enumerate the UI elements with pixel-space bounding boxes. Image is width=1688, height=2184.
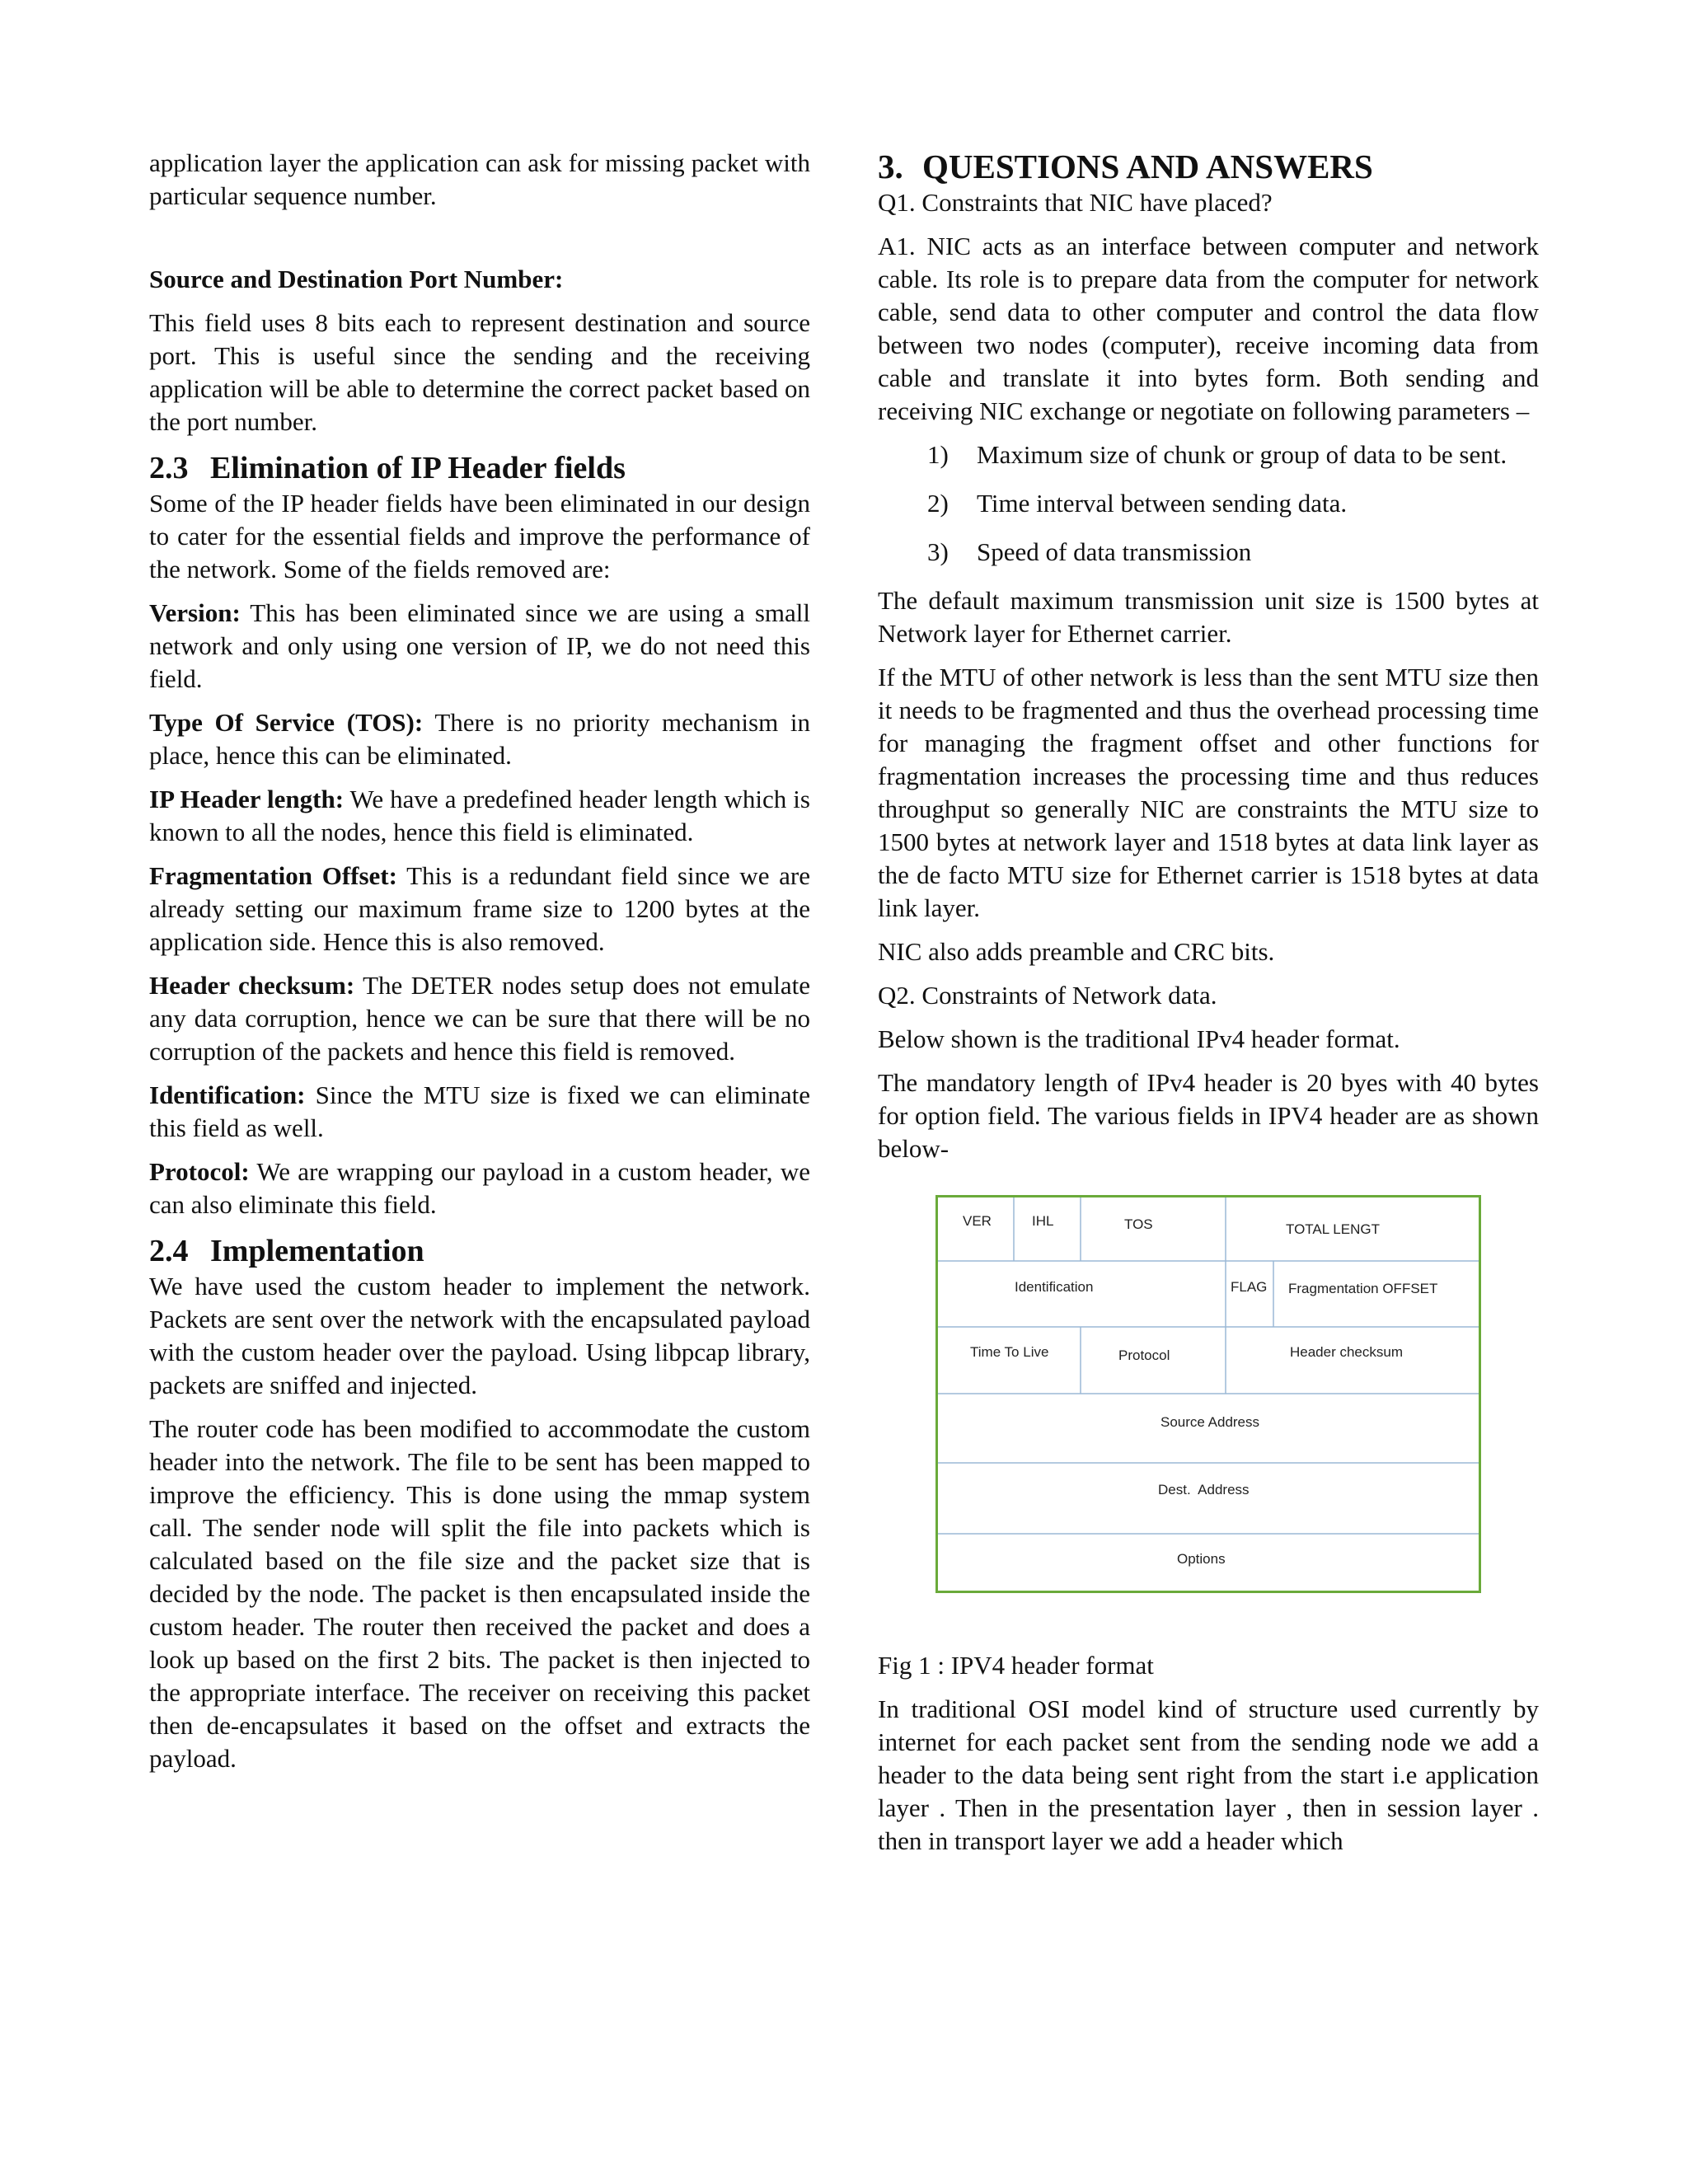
cell-options: Options [1177, 1551, 1226, 1567]
cell-ihl: IHL [1032, 1213, 1054, 1229]
implementation-paragraph-2: The router code has been modified to accommodate the custom header into the network. The file to be sent has been mapped to improve the efficiency. This is done using the mmap system call. The sender node will split the file into packets which is calculated based on the file size and the packet size that is decided by the node. The packet is then encapsulated inside the custom header. The router then received the packet and does a look up based on the first 2 bits. The packet is then injected to the appropriate interface. The receiver on receiving this packet then de-encapsulates it based on the offset and extracts the payload. [149, 1414, 810, 1773]
ipv4-intro-paragraph: Below shown is the traditional IPv4 header format. [878, 1024, 1400, 1053]
ipv4-header-grid [935, 1195, 1481, 1593]
cell-dest-address: Dest. Address [1158, 1482, 1250, 1497]
mtu-fragmentation-paragraph: If the MTU of other network is less than the sent MTU size then it needs to be fragmented and thus the overhead processing time for managing the fragment offset and other functions for fragmentation increases the processing time and thus reduces throughput so generally NIC are constraints the MTU size to 1500 bytes at network layer and 1518 bytes at data link layer as the de facto MTU size for Ethernet carrier is 1518 bytes at data link layer. [878, 663, 1539, 922]
field-fragmentation-offset [149, 860, 810, 958]
field-version [149, 597, 810, 696]
cell-flag: FLAG [1231, 1279, 1268, 1295]
section-number: 2.4 [149, 1234, 189, 1268]
question-1: Q1. Constraints that NIC have placed? [878, 188, 1273, 217]
implementation-paragraph-1: We have used the custom header to implement the network. Packets are sent over the network with the encapsulated payload with the custom header over the payload. Using libpcap library, packets are sniffed and injected. [149, 1272, 810, 1399]
field-header-checksum [149, 969, 810, 1068]
section-3-heading [878, 147, 1539, 186]
section-2-4-heading [149, 1232, 810, 1270]
osi-paragraph: In traditional OSI model kind of structure used currently by internet for each packet sent from the sending node we add a header to the data being sent right from the start i.e application layer . Then in the presentation layer , then in session layer . then in transport layer we add a header which [878, 1694, 1539, 1855]
question-2: Q2. Constraints of Network data. [878, 981, 1217, 1010]
list-text: Maximum size of chunk or group of data to be sent. [977, 440, 1507, 469]
field-label: Fragmentation Offset: [149, 861, 397, 890]
field-text: We are wrapping our payload in a custom header, we can also eliminate this field. [149, 1157, 810, 1219]
right-column [878, 147, 1539, 1868]
list-text: Speed of data transmission [977, 537, 1252, 566]
ipv4-mandatory-paragraph: The mandatory length of IPv4 header is 20 byes with 40 bytes for option field. The various fields in IPV4 header are as shown below- [878, 1068, 1539, 1163]
field-text: There is no priority mechanism in place, hence this can be eliminated. [149, 708, 810, 770]
list-number: 2) [927, 489, 949, 518]
list-number: 1) [927, 440, 949, 469]
field-protocol [149, 1155, 810, 1221]
section-number: 2.3 [149, 451, 189, 485]
section-2-3-heading [149, 449, 810, 487]
nic-parameters-list [878, 438, 1539, 569]
cell-time-to-live: Time To Live [970, 1344, 1049, 1360]
elimination-paragraph: Some of the IP header fields have been eliminated in our design to cater for the essential fields and improve the performance of the network. Some of the fields removed are: [149, 489, 810, 583]
field-label: Header checksum: [149, 971, 355, 1000]
field-label: Protocol: [149, 1157, 250, 1186]
cell-ver: VER [963, 1213, 992, 1229]
port-number-heading: Source and Destination Port Number: [149, 265, 564, 293]
list-number: 3) [927, 537, 949, 566]
field-text: We have a predefined header length which is known to all the nodes, hence this field is eliminated. [149, 785, 810, 846]
cell-total-length: TOTAL LENGT [1286, 1221, 1380, 1237]
list-item [878, 536, 1539, 569]
figure-caption: Fig 1 : IPV4 header format [878, 1651, 1154, 1680]
section-number: 3. [878, 148, 903, 185]
cell-tos: TOS [1124, 1216, 1153, 1232]
cell-source-address: Source Address [1160, 1414, 1260, 1430]
field-label: Type Of Service (TOS): [149, 708, 424, 737]
cell-header-checksum: Header checksum [1290, 1344, 1404, 1360]
field-text: Since the MTU size is fixed we can eliminate this field as well. [149, 1080, 810, 1142]
answer-1: A1. NIC acts as an interface between computer and network cable. Its role is to prepare data from the computer for network cable, send data to other computer and control the data flow between two nodes (computer), receive incoming data from cable and translate it into bytes form. Both sending and receiving NIC exchange or negotiate on following parameters – [878, 232, 1539, 425]
field-text: This is a redundant field since we are already setting our maximum frame size to 1200 bytes at the application side. Hence this is also removed. [149, 861, 810, 956]
field-text: The DETER nodes setup does not emulate any data corruption, hence we can be sure that there will be no corruption of the packets and hence this field is removed. [149, 971, 810, 1066]
section-title: Implementation [210, 1234, 424, 1268]
list-item [878, 438, 1539, 471]
port-number-paragraph: This field uses 8 bits each to represent destination and source port. This is useful since the sending and the receiving application will be able to determine the correct packet based on the port number. [149, 308, 810, 436]
mtu-default-paragraph: The default maximum transmission unit size is 1500 bytes at Network layer for Ethernet carrier. [878, 586, 1539, 648]
section-title: Elimination of IP Header fields [210, 451, 626, 485]
field-ip-header-length [149, 783, 810, 849]
cell-identification: Identification [1015, 1279, 1094, 1295]
list-item [878, 487, 1539, 520]
section-title: QUESTIONS AND ANSWERS [922, 148, 1373, 185]
field-label: IP Header length: [149, 785, 345, 813]
left-column [149, 147, 810, 1786]
cell-protocol: Protocol [1118, 1347, 1170, 1363]
field-text: This has been eliminated since we are using a small network and only using one version of IP, we do not need this field. [149, 598, 810, 693]
intro-paragraph: application layer the application can ask for missing packet with particular sequence number. [149, 148, 810, 210]
field-label: Identification: [149, 1080, 306, 1109]
list-text: Time interval between sending data. [977, 489, 1348, 518]
ipv4-header-figure [935, 1195, 1481, 1593]
field-label: Version: [149, 598, 241, 627]
cell-fragmentation-offset: Fragmentation OFFSET [1288, 1281, 1438, 1296]
field-tos [149, 706, 810, 772]
nic-adds-paragraph: NIC also adds preamble and CRC bits. [878, 937, 1275, 966]
field-identification [149, 1079, 810, 1145]
